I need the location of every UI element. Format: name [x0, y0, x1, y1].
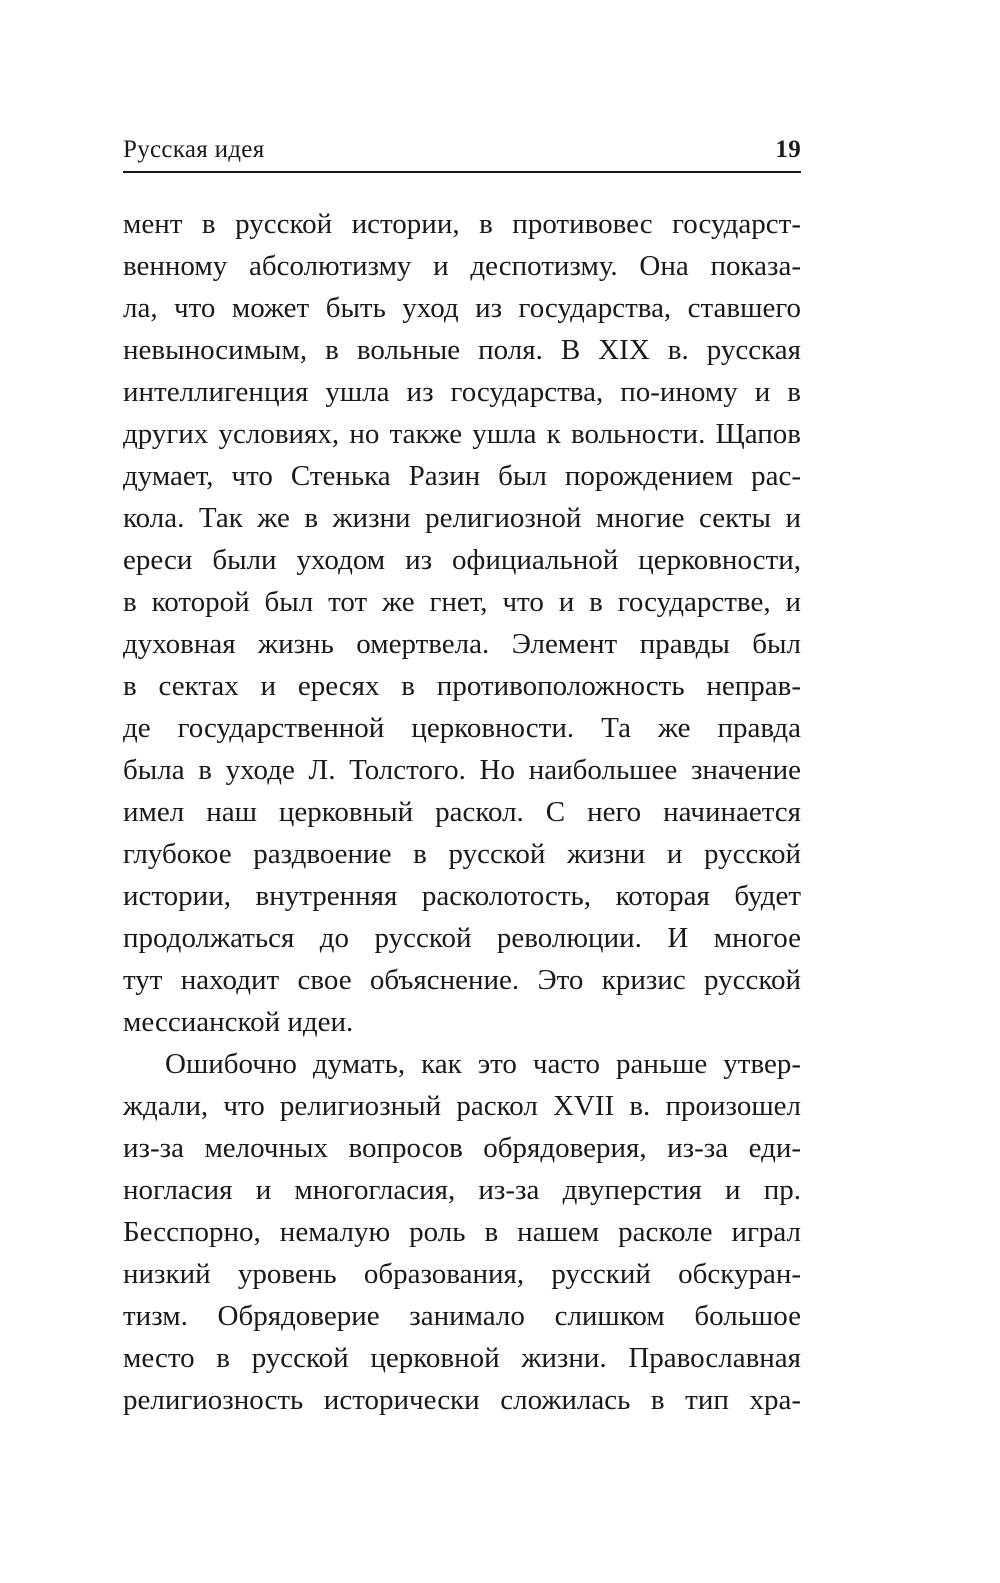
text-line: ла, что может быть уход из государства, ставшего [123, 292, 801, 324]
text-line: истории, внутренняя расколотость, которая будет [123, 880, 801, 912]
text-line: из-за мелочных вопросов обрядоверия, из-за еди- [123, 1132, 801, 1164]
text-line: кола. Так же в жизни религиозной многие секты и [123, 502, 801, 534]
text-line: была в уходе Л. Толстого. Но наибольшее значение [123, 754, 801, 786]
text-line: ждали, что религиозный раскол XVII в. произошел [123, 1090, 801, 1122]
text-line: ногласия и многогласия, из-за двуперстия и пр. [123, 1174, 801, 1206]
page-number: 19 [775, 136, 801, 163]
text-line: невыносимым, в вольные поля. В XIX в. русская [123, 334, 801, 366]
text-line: других условиях, но также ушла к вольности. Щапов [123, 418, 801, 450]
text-line: имел наш церковный раскол. С него начинается [123, 796, 801, 828]
header-rule [123, 171, 801, 173]
running-head [123, 133, 801, 167]
text-line: в которой был тот же гнет, что и в государстве, и [123, 586, 801, 618]
text-line: де государственной церковности. Та же правда [123, 712, 801, 744]
text-line: венному абсолютизму и деспотизму. Она показа- [123, 250, 801, 282]
text-line: ереси были уходом из официальной церковности, [123, 544, 801, 576]
text-line: низкий уровень образования, русский обскуран- [123, 1258, 801, 1290]
text-line: думает, что Стенька Разин был порождением рас- [123, 460, 801, 492]
running-title: Русская идея [123, 136, 265, 163]
text-line: тут находит свое объяснение. Это кризис русской [123, 964, 801, 996]
text-line: глубокое раздвоение в русской жизни и русской [123, 838, 801, 870]
text-line: Бесспорно, немалую роль в нашем расколе играл [123, 1216, 801, 1248]
text-line: Ошибочно думать, как это часто раньше утвер- [165, 1048, 801, 1080]
book-page [123, 0, 801, 1583]
text-line: мент в русской истории, в противовес государст- [123, 208, 801, 240]
text-line: в сектах и ересях в противоположность неправ- [123, 670, 801, 702]
text-line: продолжаться до русской революции. И многое [123, 922, 801, 954]
text-line: место в русской церковной жизни. Православная [123, 1342, 801, 1374]
body-text [123, 203, 801, 1421]
text-line: духовная жизнь омертвела. Элемент правды был [123, 628, 801, 660]
text-line: мессианской идеи. [123, 1006, 354, 1038]
text-line: тизм. Обрядоверие занимало слишком большое [123, 1300, 801, 1332]
text-line: интеллигенция ушла из государства, по-иному и в [123, 376, 801, 408]
text-line: религиозность исторически сложилась в тип хра- [123, 1384, 801, 1416]
